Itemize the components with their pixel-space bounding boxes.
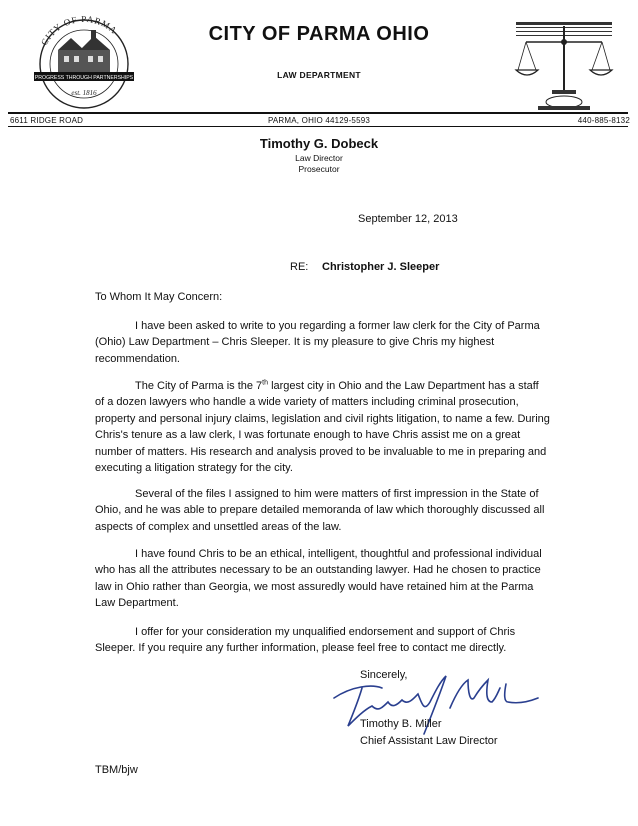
- re-subject: Christopher J. Sleeper: [322, 261, 440, 273]
- signer-name: Timothy B. Miller: [360, 718, 442, 730]
- letterhead-title: CITY OF PARMA OHIO: [208, 23, 430, 45]
- paragraph-3: [95, 486, 550, 535]
- director-title: Law Director: [295, 153, 343, 163]
- ordinal-suffix: th: [262, 379, 269, 387]
- paragraph-5-text: I offer for your consideration my unqualified endorsement and support of Chris Sleeper. If you require any further information, please feel free to contact me directly.: [95, 626, 516, 655]
- salutation: To Whom It May Concern:: [95, 291, 223, 303]
- svg-text:PROGRESS THROUGH PARTNERSHIPS: PROGRESS THROUGH PARTNERSHIPS: [34, 75, 134, 81]
- city-seal-logo: [28, 6, 140, 110]
- street-address: 6611 RIDGE ROAD: [10, 116, 84, 125]
- svg-text:CITY OF PARMA: CITY OF PARMA: [38, 13, 120, 48]
- scales-of-justice-icon: [512, 18, 616, 114]
- typist-initials: TBM/bjw: [95, 764, 138, 776]
- paragraph-3-text: Several of the files I assigned to him were matters of first impression in the State of Ohio, and he was able to prepare detailed memoranda of law which thoroughly discussed all aspects of complex and unsettled areas of the law.: [95, 488, 545, 533]
- paragraph-4-text: I have found Chris to be an ethical, intelligent, thoughtful and professional individual who has all the attributes necessary to be an outstanding lawyer. Had he chosen to practice law in Ohio rather than Georgia, we most assuredly would have retained him at the Parma Law Department.: [95, 548, 542, 610]
- letterhead-rule-top: [8, 112, 628, 114]
- paragraph-1: [95, 318, 550, 367]
- letter-date: September 12, 2013: [358, 213, 458, 225]
- director-role: Prosecutor: [298, 164, 340, 174]
- department-name: LAW DEPARTMENT: [277, 70, 361, 80]
- paragraph-4: [95, 546, 550, 612]
- paragraph-2-text-a: The City of Parma is the 7: [135, 380, 263, 392]
- paragraph-2: [95, 378, 550, 476]
- closing: Sincerely,: [360, 669, 408, 681]
- paragraph-5: [95, 624, 550, 657]
- paragraph-1-text: I have been asked to write to you regarding a former law clerk for the City of Parma (Ohio) Law Department – Chris Sleeper. It is my pleasure to give Chris my highest recommendation.: [95, 320, 540, 365]
- letterhead-rule-bottom: [8, 126, 628, 127]
- re-label: RE:: [290, 261, 309, 273]
- city-state-zip: PARMA, OHIO 44129-5593: [267, 116, 371, 125]
- director-name: Timothy G. Dobeck: [259, 136, 379, 151]
- paragraph-2-text-b: largest city in Ohio and the Law Department has a staff of a dozen lawyers who handle a wide variety of matters including criminal prosecution, property and personal injury claims, legislation and civil rights litigation, to name a few. During Chris's tenure as a law clerk, I was fortunate enough to have Chris assist me on a great number of matters. His research and analysis proved to be invaluable to me in preparing and executing a litigation strategy for the city.: [95, 380, 550, 475]
- svg-text:est. 1816: est. 1816: [71, 89, 97, 97]
- phone-number: 440-885-8132: [577, 116, 630, 125]
- signer-title: Chief Assistant Law Director: [360, 735, 498, 747]
